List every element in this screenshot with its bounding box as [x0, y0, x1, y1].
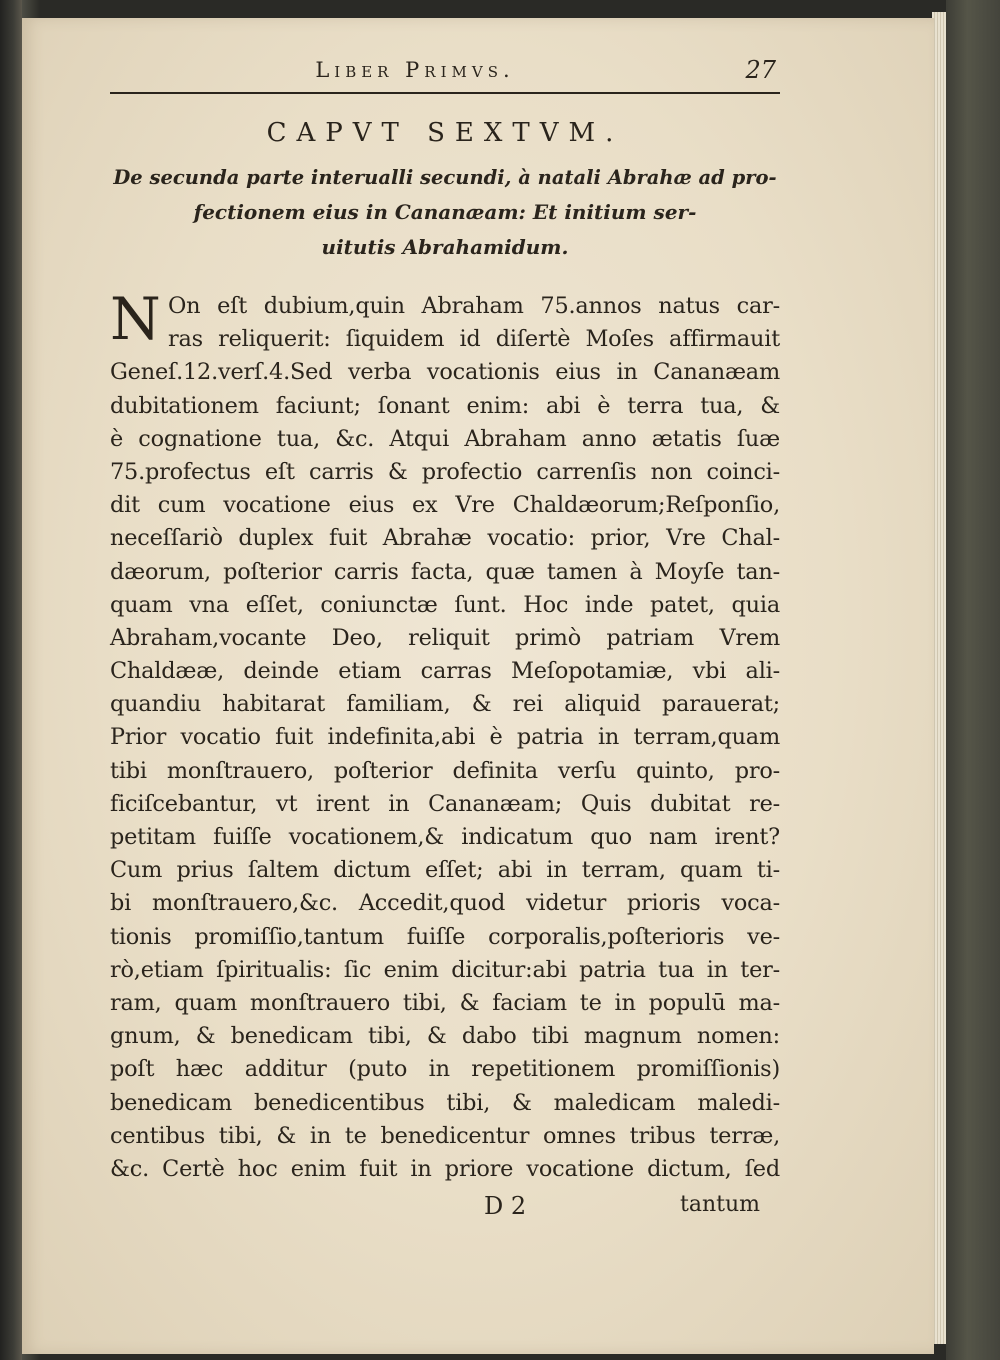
drop-cap: N [110, 285, 161, 353]
text-line: dubitationem faciunt; ſonant enim: abi è terra tua, & [110, 392, 780, 419]
text-line: centibus tibi, & in te benedicentur omnes tribus terræ, [110, 1122, 780, 1149]
text-line: benedicam benedicentibus tibi, & maledicam maledi- [110, 1089, 780, 1116]
text-line: tibi monſtrauero, poſterior definita verſu quinto, pro- [110, 757, 780, 784]
text-line: dit cum vocatione eius ex Vre Chaldæorum;Reſponſio, [110, 492, 780, 519]
running-head [110, 56, 780, 94]
text-line: Cum prius ſaltem dictum eſſet; abi in terram, quam ti- [110, 857, 780, 884]
page-stack-edge [932, 12, 946, 1344]
text-line: 75.profectus eſt carris & profectio carrenſis non coinci- [110, 458, 780, 485]
text-line: petitam fuiſſe vocationem,& indicatum quo nam irent? [110, 824, 780, 850]
text-line: Geneſ.12.verſ.4.Sed verba vocationis eius in Cananæam [110, 359, 780, 386]
text-line: bi monſtrauero,&c. Accedit,quod videtur prioris voca- [110, 890, 780, 917]
text-line: ficiſcebantur, vt irent in Cananæam; Quis dubitat re- [110, 790, 780, 817]
text-line: ram, quam monſtrauero tibi, & faciam te in populū ma- [110, 989, 780, 1016]
text-line: rò,etiam ſpiritualis: ſic enim dicitur:abi patria tua in ter- [110, 956, 780, 983]
text-line: Prior vocatio fuit indefinita,abi è patria in terram,quam [110, 724, 780, 751]
page-number: 27 [745, 56, 776, 84]
running-head-title: Liber Primvs. [315, 58, 515, 82]
text-line: On eſt dubium,quin Abraham 75.annos natus car- [168, 293, 780, 319]
chapter-subtitle [110, 160, 780, 265]
text-line: poſt hæc additur (puto in repetitionem promiſſionis) [110, 1056, 780, 1083]
left-page-edge [0, 0, 22, 1360]
text-line: quam vna eſſet, coniunctæ ſunt. Hoc inde patet, quia [110, 591, 780, 618]
subtitle-line: fectionem eius in Cananæam: Et initium ser- [193, 200, 697, 224]
text-line: tionis promiſſio,tantum fuiſſe corporalis,poſterioris ve- [110, 923, 780, 950]
text-line: quandiu habitarat familiam, & rei aliquid parauerat; [110, 691, 780, 718]
body-text [110, 285, 780, 1186]
text-line: dæorum, poſterior carris facta, quæ tamen à Moyſe tan- [110, 558, 780, 585]
text-line: gnum, & benedicam tibi, & dabo tibi magnum nomen: [110, 1023, 780, 1050]
text-line: è cognatione tua, &c. Atqui Abraham anno ætatis ſuæ [110, 425, 780, 452]
text-line: &c. Certè hoc enim fuit in priore vocatione dictum, ſed [110, 1155, 780, 1182]
catchword: tantum [680, 1192, 760, 1217]
book-cover-board [946, 0, 1000, 1360]
text-line: Abraham,vocante Deo, reliquit primò patriam Vrem [110, 624, 780, 651]
subtitle-line: uitutis Abrahamidum. [321, 235, 569, 259]
text-line: Chaldææ, deinde etiam carras Meſopotamiæ, vbi ali- [110, 658, 780, 685]
text-line: ras reliquerit: ſiquidem id diſertè Moſes affirmauit [168, 326, 780, 353]
text-line: neceſſariò duplex fuit Abrahæ vocatio: prior, Vre Chal- [110, 525, 780, 552]
chapter-title: CAPVT SEXTVM. [266, 118, 624, 148]
subtitle-line: De secunda parte interualli secundi, à natali Abrahæ ad pro- [113, 166, 777, 189]
signature-mark: D 2 [484, 1192, 527, 1220]
